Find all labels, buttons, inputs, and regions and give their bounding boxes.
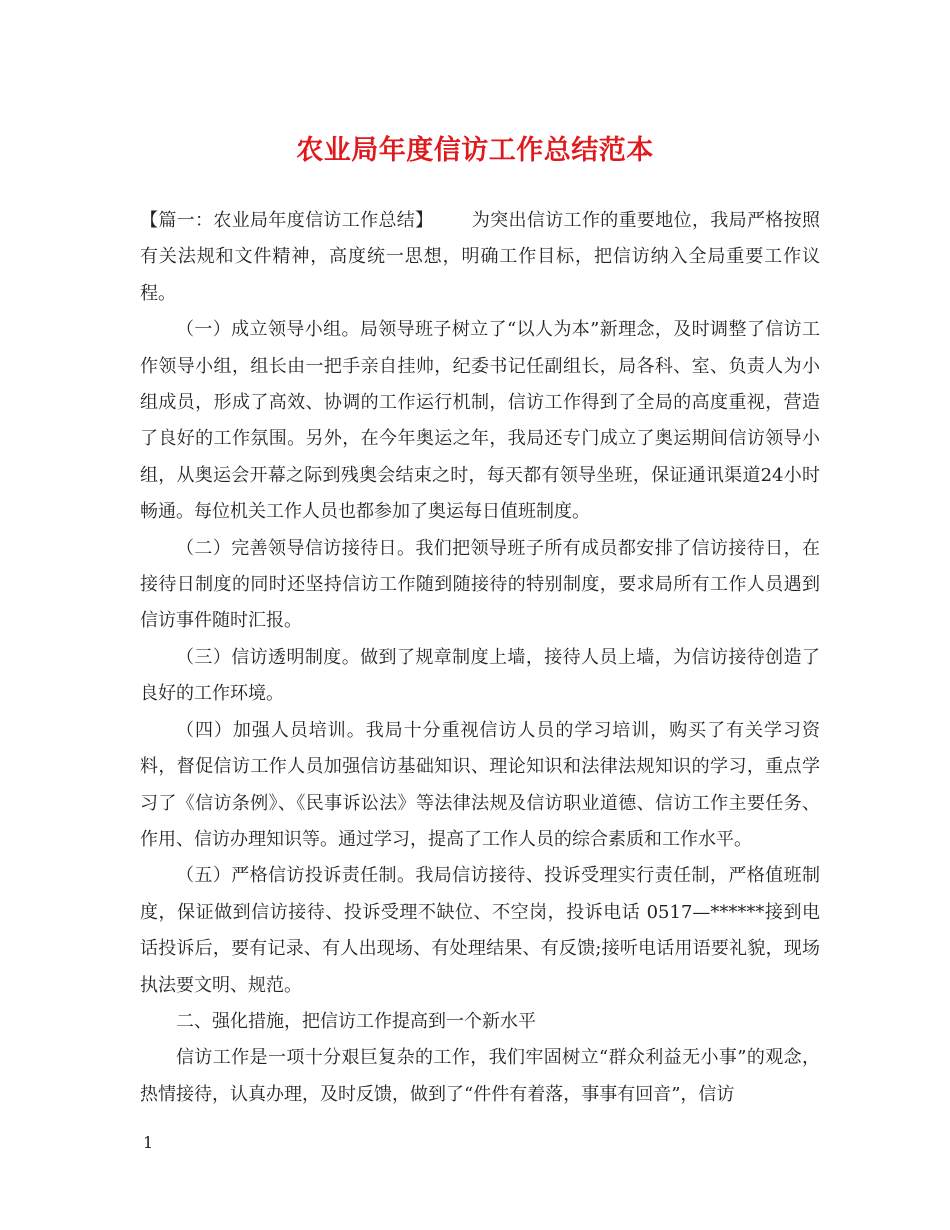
paragraph-reception-day: （二）完善领导信访接待日。我们把领导班子所有成员都安排了信访接待日，在接待日制度的同时还坚持信访工作随到随接待的特别制度，要求局所有工作人员遇到信访事件随时汇报。	[140, 537, 820, 632]
page-number: 1	[143, 1133, 154, 1152]
paragraph-measures: 信访工作是一项十分艰巨复杂的工作，我们牢固树立“群众利益无小事”的观念，热情接待，认真办理，及时反馈，做到了“件件有着落，事事有回音”，信访	[140, 1047, 820, 1105]
intro-text: 为突出信访工作的重要地位，我局严格按照有关法规和文件精神，高度统一思想，明确工作目标，把信访纳入全局重要工作议程。	[140, 210, 820, 304]
intro-paragraph	[140, 203, 820, 312]
paragraph-training: （四）加强人员培训。我局十分重视信访人员的学习培训，购买了有关学习资料，督促信访工作人员加强信访基础知识、理论知识和法律法规知识的学习，重点学习了《信访条例》、《民事诉讼法》等法律法规及信访职业道德、信访工作主要任务、作用、信访办理知识等。通过学习，提高了工作人员的综合素质和工作水平。	[140, 719, 820, 850]
section-heading-measures: 二、强化措施，把信访工作提高到一个新水平	[176, 1010, 536, 1032]
paragraph-leadership-group: （一）成立领导小组。局领导班子树立了“以人为本”新理念，及时调整了信访工作领导小组，组长由一把手亲自挂帅，纪委书记任副组长，局各科、室、负责人为小组成员，形成了高效、协调的工作运行机制，信访工作得到了全局的高度重视，营造了良好的工作氛围。另外，在今年奥运之年，我局还专门成立了奥运期间信访领导小组，从奥运会开幕之际到残奥会结束之时，每天都有领导坐班，保证通讯渠道24小时畅通。每位机关工作人员也都参加了奥运每日值班制度。	[140, 319, 820, 523]
intro-heading: 【篇一：农业局年度信访工作总结】	[140, 210, 434, 231]
document-title: 农业局年度信访工作总结范本	[296, 135, 654, 166]
paragraph-transparency: （三）信访透明制度。做到了规章制度上墙，接待人员上墙，为信访接待创造了良好的工作环境。	[140, 646, 820, 705]
paragraph-responsibility: （五）严格信访投诉责任制。我局信访接待、投诉受理实行责任制，严格值班制度，保证做到信访接待、投诉受理不缺位、不空岗，投诉电话 0517—******接到电话投诉后，要有记录、有人出现场、有处理结果、有反馈;接听电话用语要礼貌，现场执法要文明、规范。	[140, 865, 820, 996]
document-body	[140, 203, 820, 1113]
